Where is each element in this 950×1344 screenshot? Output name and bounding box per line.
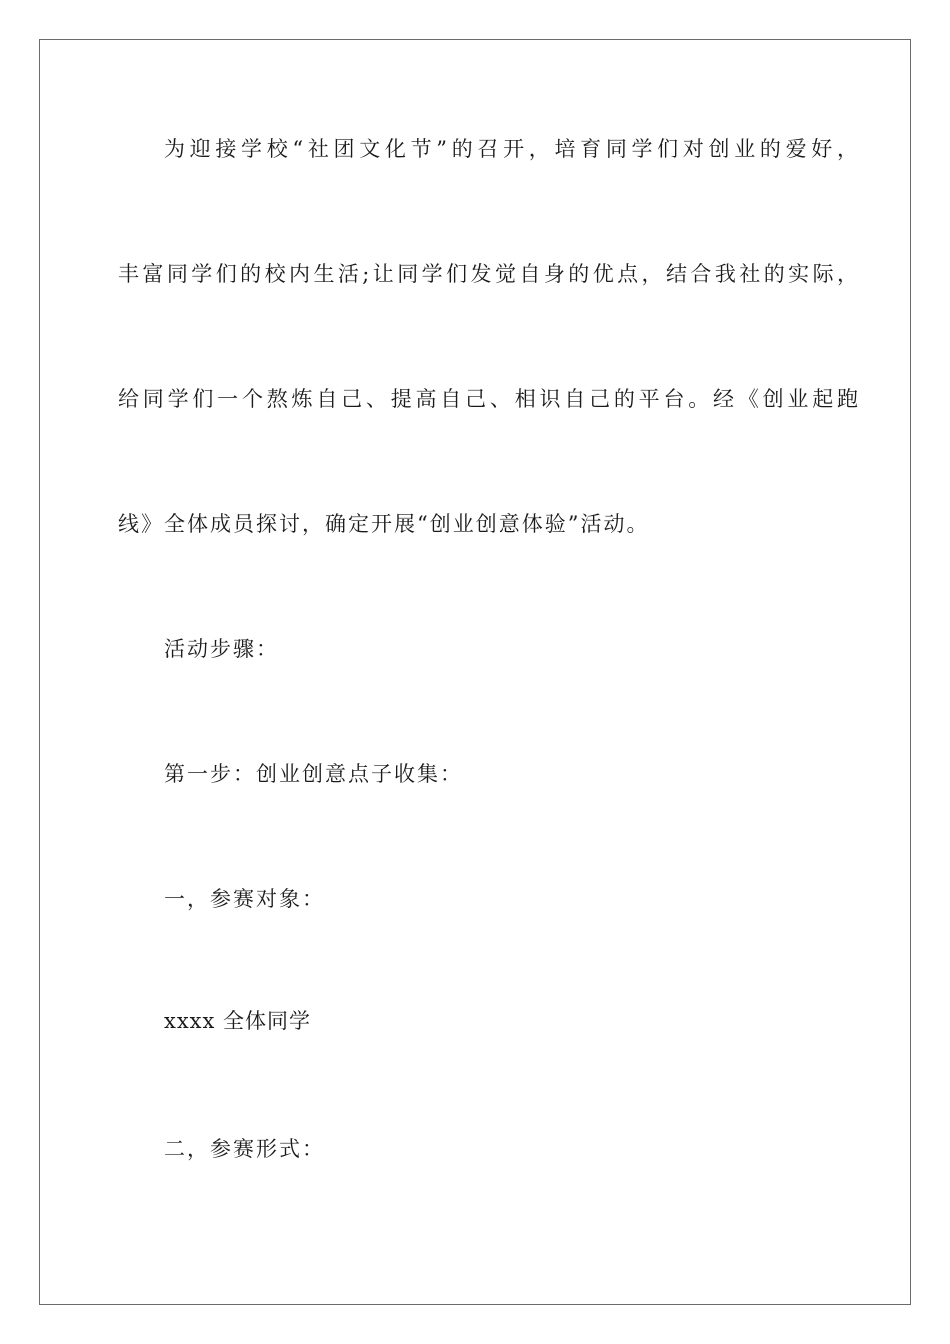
section1-heading: 一，参赛对象： — [164, 887, 325, 911]
paragraph-line-4: 线》全体成员探讨，确定开展“创业创意体验”活动。 — [118, 512, 650, 536]
steps-heading: 活动步骤： — [164, 637, 279, 661]
page-border — [39, 39, 911, 1305]
section2-heading: 二，参赛形式： — [164, 1137, 325, 1161]
paragraph-line-3: 给同学们一个熬炼自己、提高自己、相识自己的平台。经《创业起跑 — [118, 387, 858, 411]
section1-body: xxxx 全体同学 — [164, 1009, 312, 1033]
step1-heading: 第一步：创业创意点子收集： — [164, 762, 463, 786]
paragraph-line-1: 为迎接学校“社团文化节”的召开，培育同学们对创业的爱好， — [164, 137, 858, 161]
paragraph-line-2: 丰富同学们的校内生活;让同学们发觉自身的优点，结合我社的实际， — [118, 262, 858, 286]
